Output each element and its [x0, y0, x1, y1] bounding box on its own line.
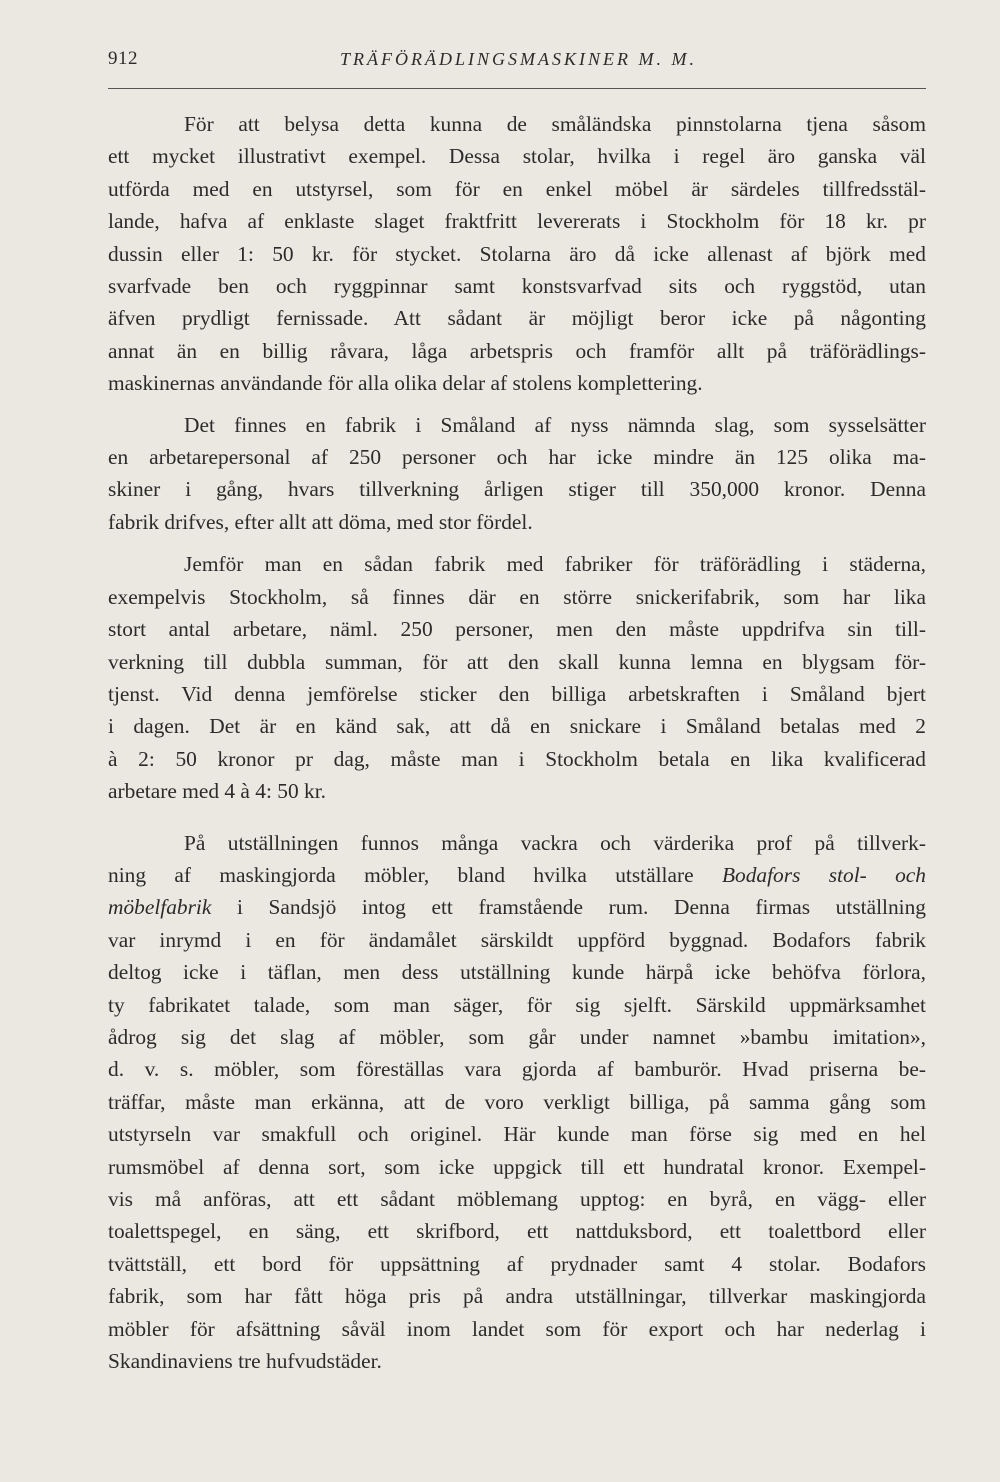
text-line: utförda med en utstyrsel, som för en enkel möbel är särdeles tillfredsstäl- [108, 176, 926, 201]
text-line-mixed [108, 891, 926, 923]
text-line: äfven prydligt fernissade. Att sådant är möjligt beror icke på någonting [108, 306, 926, 331]
body-text [108, 108, 926, 1377]
text-line-mixed [108, 859, 926, 891]
text-fragment: ning af maskingjorda möbler, bland hvilka utställare [108, 862, 722, 887]
text-line: en arbetarepersonal af 250 personer och har icke mindre än 125 olika ma- [108, 445, 926, 470]
text-line: toalettspegel, en säng, ett skrifbord, ett nattduksbord, ett toalettbord eller [108, 1219, 926, 1244]
text-line: à 2: 50 kronor pr dag, måste man i Stockholm betala en lika kvalificerad [108, 746, 926, 771]
text-line: På utställningen funnos många vackra och värderika prof på tillverk- [184, 830, 926, 855]
text-line: stort antal arbetare, näml. 250 personer, men den måste uppdrifva sin till- [108, 617, 926, 642]
text-line: fabrik drifves, efter allt att döma, med stor fördel. [108, 509, 533, 534]
company-name-italic: möbelfabrik [108, 895, 212, 920]
company-name-italic: Bodafors stol- och [721, 862, 926, 887]
text-line: Skandinaviens tre hufvudstäder. [108, 1349, 382, 1374]
text-line: dussin eller 1: 50 kr. för stycket. Stolarna äro då icke allenast af björk med [108, 241, 926, 266]
text-fragment: i Sandsjö intog ett framstående rum. Denna firmas utställning [211, 895, 926, 920]
text-line: svarfvade ben och ryggpinnar samt konstsvarfvad sits och ryggstöd, utan [108, 274, 926, 299]
page-number: 912 [108, 48, 138, 69]
text-line: deltog icke i täflan, men dess utställning kunde härpå icke behöfva förlora, [108, 960, 926, 985]
text-line: fabrik, som har fått höga pris på andra utställningar, tillverkar maskingjorda [108, 1284, 926, 1309]
page-header [108, 48, 926, 78]
text-line: För att belysa detta kunna de småländska pinnstolarna tjena såsom [184, 112, 926, 136]
text-line: maskinernas användande för alla olika delar af stolens komplettering. [108, 371, 703, 396]
text-line: träffar, måste man erkänna, att de voro verkligt billiga, på samma gång som [108, 1089, 926, 1114]
text-line: tvättställ, ett bord för uppsättning af prydnader samt 4 stolar. Bodafors [108, 1251, 926, 1276]
text-line: verkning till dubbla summan, för att den skall kunna lemna en blygsam för- [108, 649, 926, 674]
paragraph-4 [108, 827, 926, 1378]
text-line: lande, hafva af enklaste slaget fraktfritt levererats i Stockholm för 18 kr. pr [108, 209, 926, 234]
text-line: tjenst. Vid denna jemförelse sticker den billiga arbetskraften i Småland bjert [108, 681, 926, 706]
text-line: d. v. s. möbler, som föreställas vara gjorda af bamburör. Hvad priserna be- [108, 1057, 926, 1082]
text-line: arbetare med 4 à 4: 50 kr. [108, 779, 326, 804]
text-line: skiner i gång, hvars tillverkning årligen stiger till 350,000 kronor. Denna [108, 477, 926, 502]
paragraph-2 [108, 409, 926, 539]
running-title: TRÄFÖRÄDLINGSMASKINER M. M. [340, 49, 697, 69]
text-line: rumsmöbel af denna sort, som icke uppgick till ett hundratal kronor. Exempel- [108, 1154, 926, 1179]
text-line: exempelvis Stockholm, så finnes där en större snickerifabrik, som har lika [108, 584, 926, 609]
text-line: ty fabrikatet talade, som man säger, för sig sjelft. Särskild uppmärksamhet [108, 992, 926, 1017]
text-line: vis må anföras, att ett sådant möblemang upptog: en byrå, en vägg- eller [108, 1187, 926, 1211]
text-line: möbler för afsättning såväl inom landet som för export och har nederlag i [108, 1316, 926, 1341]
text-line: var inrymd i en för ändamålet särskildt uppförd byggnad. Bodafors fabrik [108, 927, 926, 952]
paragraph-1 [108, 108, 926, 400]
header-rule [108, 88, 926, 89]
text-line: utstyrseln var smakfull och originel. Här kunde man förse sig med en hel [108, 1122, 926, 1147]
text-line: Det finnes en fabrik i Småland af nyss nämnda slag, som sysselsätter [184, 412, 926, 437]
text-line: ådrog sig det slag af möbler, som går under namnet »bambu imitation», [108, 1024, 926, 1049]
paragraph-3 [108, 548, 926, 807]
text-line: Jemför man en sådan fabrik med fabriker för träförädling i städerna, [184, 552, 926, 577]
text-line: annat än en billig råvara, låga arbetspris och framför allt på träförädlings- [108, 338, 926, 363]
text-line: ett mycket illustrativt exempel. Dessa stolar, hvilka i regel äro ganska väl [108, 144, 926, 169]
text-line: i dagen. Det är en känd sak, att då en snickare i Småland betalas med 2 [108, 714, 926, 739]
